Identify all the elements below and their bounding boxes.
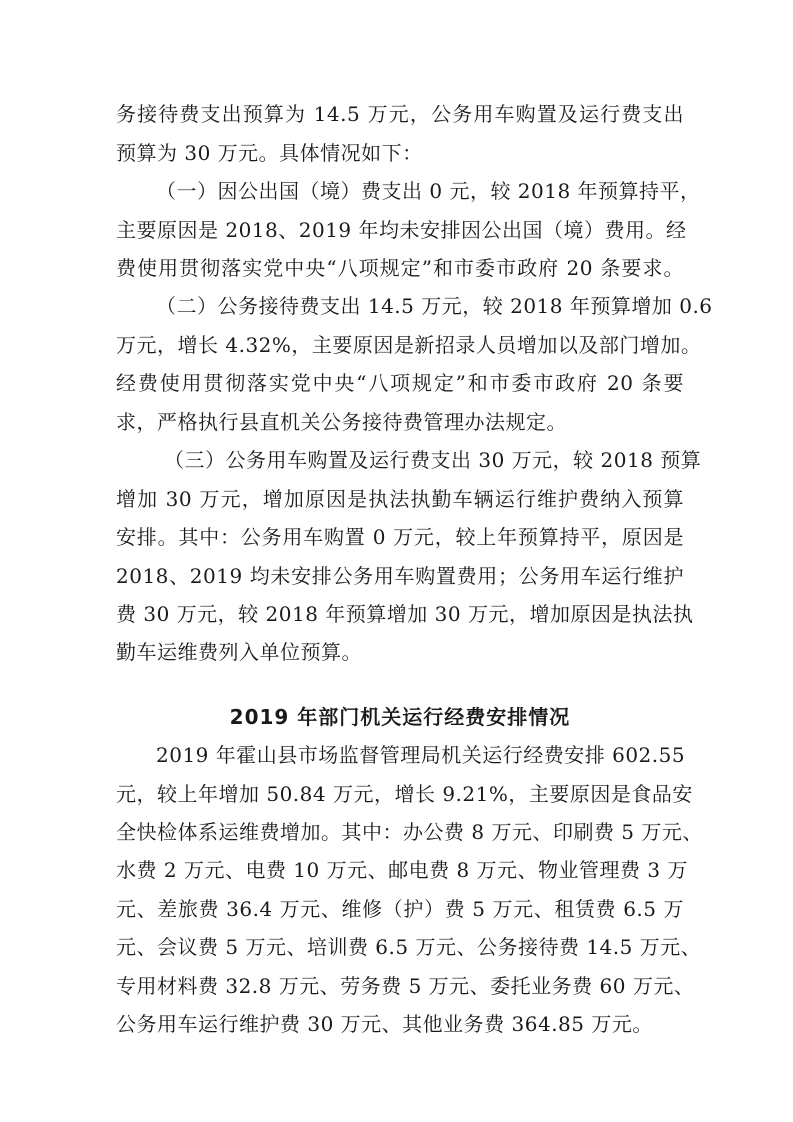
text-line: 主要原因是 2018、2019 年均未安排因公出国（境）费用。经 — [116, 218, 687, 242]
text-line: （三）公务用车购置及运行费支出 30 万元，较 2018 预算 — [164, 448, 702, 472]
text-line: 勤车运维费列入单位预算。 — [116, 640, 362, 664]
text-line: 全快检体系运维费增加。其中：办公费 8 万元、印刷费 5 万元、 — [116, 820, 703, 844]
text-line: 2018、2019 均未安排公务用车购置费用；公务用车运行维护 — [116, 564, 684, 588]
text-line: 费使用贯彻落实党中央“八项规定”和市委市政府 20 条要求。 — [116, 256, 684, 280]
section-heading: 2019 年部门机关运行经费安排情况 — [229, 705, 571, 729]
text-line: 万元，增长 4.32%，主要原因是新招录人员增加以及部门增加。 — [116, 333, 702, 357]
text-line: 增加 30 万元，增加原因是执法执勤车辆运行维护费纳入预算 — [116, 487, 684, 511]
text-line: （二）公务接待费支出 14.5 万元，较 2018 年预算增加 0.6 — [156, 294, 713, 318]
text-line: 水费 2 万元、电费 10 万元、邮电费 8 万元、物业管理费 3 万 — [116, 858, 688, 882]
text-line: 元、会议费 5 万元、培训费 6.5 万元、公务接待费 14.5 万元、 — [116, 935, 702, 959]
text-line: 务接待费支出预算为 14.5 万元，公务用车购置及运行费支出 — [116, 102, 684, 126]
text-line: 公务用车运行维护费 30 万元、其他业务费 364.85 万元。 — [116, 1012, 653, 1036]
text-line: 预算为 30 万元。具体情况如下： — [116, 141, 423, 165]
text-line: 元、差旅费 36.4 万元、维修（护）费 5 万元、租赁费 6.5 万 — [116, 897, 684, 921]
text-line: 安排。其中：公务用车购置 0 万元，较上年预算持平，原因是 — [116, 525, 684, 549]
text-line: （一）因公出国（境）费支出 0 元，较 2018 年预算持平， — [156, 179, 701, 203]
text-line: 专用材料费 32.8 万元、劳务费 5 万元、委托业务费 60 万元、 — [116, 974, 695, 998]
text-line: 费 30 万元，较 2018 年预算增加 30 万元，增加原因是执法执 — [116, 602, 694, 626]
text-line: 2019 年霍山县市场监督管理局机关运行经费安排 602.55 — [156, 743, 686, 767]
text-line: 元，较上年增加 50.84 万元，增长 9.21%，主要原因是食品安 — [116, 782, 693, 806]
text-line: 经费使用贯彻落实党中央“八项规定”和市委市政府 20 条要 — [116, 371, 684, 395]
text-line: 求，严格执行县直机关公务接待费管理办法规定。 — [116, 410, 567, 434]
